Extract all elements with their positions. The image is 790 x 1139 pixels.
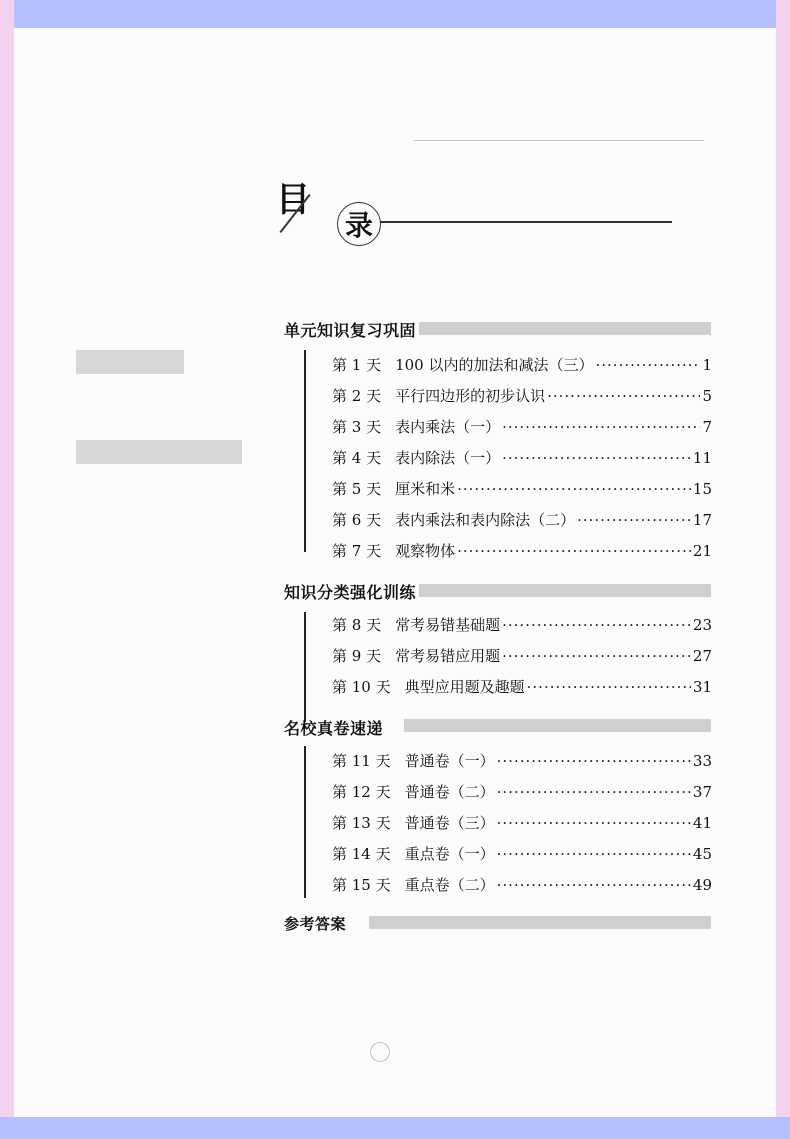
toc-entry-title: 重点卷（一）	[404, 845, 495, 863]
toc-entry[interactable]	[332, 614, 712, 635]
toc-entry-title: 普通卷（二）	[404, 783, 495, 801]
leader-dots	[457, 542, 691, 560]
section-bar	[404, 719, 711, 732]
toc-entry[interactable]	[332, 645, 712, 666]
section-heading: 参考答案	[284, 915, 347, 933]
toc-entry-title: 表内乘法和表内除法（二）	[395, 511, 576, 529]
toc-entry-title: 常考易错应用题	[395, 647, 501, 665]
toc-entry-day: 第 3 天	[332, 418, 382, 436]
section-heading: 单元知识复习巩固	[284, 321, 417, 340]
leader-dots	[457, 480, 691, 498]
toc-entry[interactable]	[332, 416, 712, 437]
leader-dots	[596, 356, 701, 374]
section-heading: 知识分类强化训练	[284, 583, 417, 602]
leader-dots	[547, 387, 700, 405]
section-bar	[369, 916, 711, 929]
toc-entry-page: 21	[692, 542, 712, 560]
toc-entry-day: 第 9 天	[332, 647, 382, 665]
toc-entry-day: 第 14 天	[332, 845, 391, 863]
leader-dots	[577, 511, 691, 529]
toc-entry-title: 表内乘法（一）	[395, 418, 501, 436]
frame-left	[0, 0, 14, 1139]
ghost-box	[76, 440, 242, 464]
toc-entry-title: 100 以内的加法和减法（三）	[395, 356, 594, 374]
ghost-header	[414, 140, 704, 145]
toc-entry-page: 31	[692, 678, 712, 696]
leader-dots	[497, 814, 691, 832]
toc-entry[interactable]	[332, 478, 712, 499]
toc-entry-title: 普通卷（一）	[404, 752, 495, 770]
section-vertical-rule	[304, 746, 306, 898]
toc-entry-day: 第 12 天	[332, 783, 391, 801]
toc-entry-page: 33	[692, 752, 712, 770]
toc-entry[interactable]	[332, 750, 712, 771]
section-vertical-rule	[304, 612, 306, 722]
toc-entry-title: 平行四边形的初步认识	[395, 387, 546, 405]
toc-entry-day: 第 10 天	[332, 678, 391, 696]
toc-entry-day: 第 1 天	[332, 356, 382, 374]
toc-entry-title: 普通卷（三）	[404, 814, 495, 832]
section-heading: 名校真卷速递	[284, 719, 384, 738]
toc-entry-page: 15	[692, 480, 712, 498]
toc-entry-day: 第 5 天	[332, 480, 382, 498]
toc-entry-page: 1	[702, 356, 712, 374]
leader-dots	[497, 845, 691, 863]
toc-entry[interactable]	[332, 385, 712, 406]
toc-entry-page: 5	[702, 387, 712, 405]
toc-entry[interactable]	[332, 509, 712, 530]
toc-entry-title: 典型应用题及趣题	[404, 678, 525, 696]
section-vertical-rule	[304, 350, 306, 552]
toc-page	[14, 28, 776, 1117]
frame-bottom	[0, 1117, 790, 1139]
toc-entry[interactable]	[332, 781, 712, 802]
toc-entry-page: 41	[692, 814, 712, 832]
toc-entry-day: 第 13 天	[332, 814, 391, 832]
toc-entry-day: 第 2 天	[332, 387, 382, 405]
leader-dots	[502, 449, 691, 467]
toc-entry-day: 第 8 天	[332, 616, 382, 634]
toc-entry[interactable]	[332, 812, 712, 833]
toc-entry[interactable]	[332, 540, 712, 561]
toc-title-lu: 录	[344, 209, 373, 242]
leader-dots	[527, 678, 691, 696]
section-bar	[419, 322, 711, 335]
ghost-box	[76, 350, 184, 374]
toc-entry-title: 常考易错基础题	[395, 616, 501, 634]
page-footer-mark	[370, 1042, 390, 1062]
leader-dots	[497, 876, 691, 894]
toc-entry-title: 表内除法（一）	[395, 449, 501, 467]
toc-entry-page: 49	[692, 876, 712, 894]
toc-entry-day: 第 15 天	[332, 876, 391, 894]
toc-entry-day: 第 6 天	[332, 511, 382, 529]
title-underline	[380, 221, 672, 223]
toc-entry-page: 11	[692, 449, 712, 467]
toc-entry-title: 重点卷（二）	[404, 876, 495, 894]
toc-entry-page: 27	[692, 647, 712, 665]
toc-entry[interactable]	[332, 447, 712, 468]
toc-entry-page: 7	[702, 418, 712, 436]
toc-entry-page: 45	[692, 845, 712, 863]
toc-entry-page: 37	[692, 783, 712, 801]
toc-entry-page: 23	[692, 616, 712, 634]
frame-right	[776, 0, 790, 1139]
leader-dots	[502, 418, 700, 436]
leader-dots	[502, 616, 691, 634]
toc-entry-day: 第 11 天	[332, 752, 391, 770]
toc-entry[interactable]	[332, 676, 712, 697]
toc-entry[interactable]	[332, 843, 712, 864]
toc-entry[interactable]	[332, 874, 712, 895]
toc-entry-page: 17	[692, 511, 712, 529]
toc-entry[interactable]	[332, 354, 712, 375]
section-bar	[419, 584, 711, 597]
toc-title-mu: 目	[276, 180, 310, 220]
toc-entry-day: 第 7 天	[332, 542, 382, 560]
leader-dots	[497, 752, 691, 770]
toc-entry-title: 观察物体	[395, 542, 456, 560]
leader-dots	[497, 783, 691, 801]
leader-dots	[502, 647, 691, 665]
toc-entry-title: 厘米和米	[395, 480, 456, 498]
toc-title-circle	[337, 202, 381, 246]
toc-entry-day: 第 4 天	[332, 449, 382, 467]
